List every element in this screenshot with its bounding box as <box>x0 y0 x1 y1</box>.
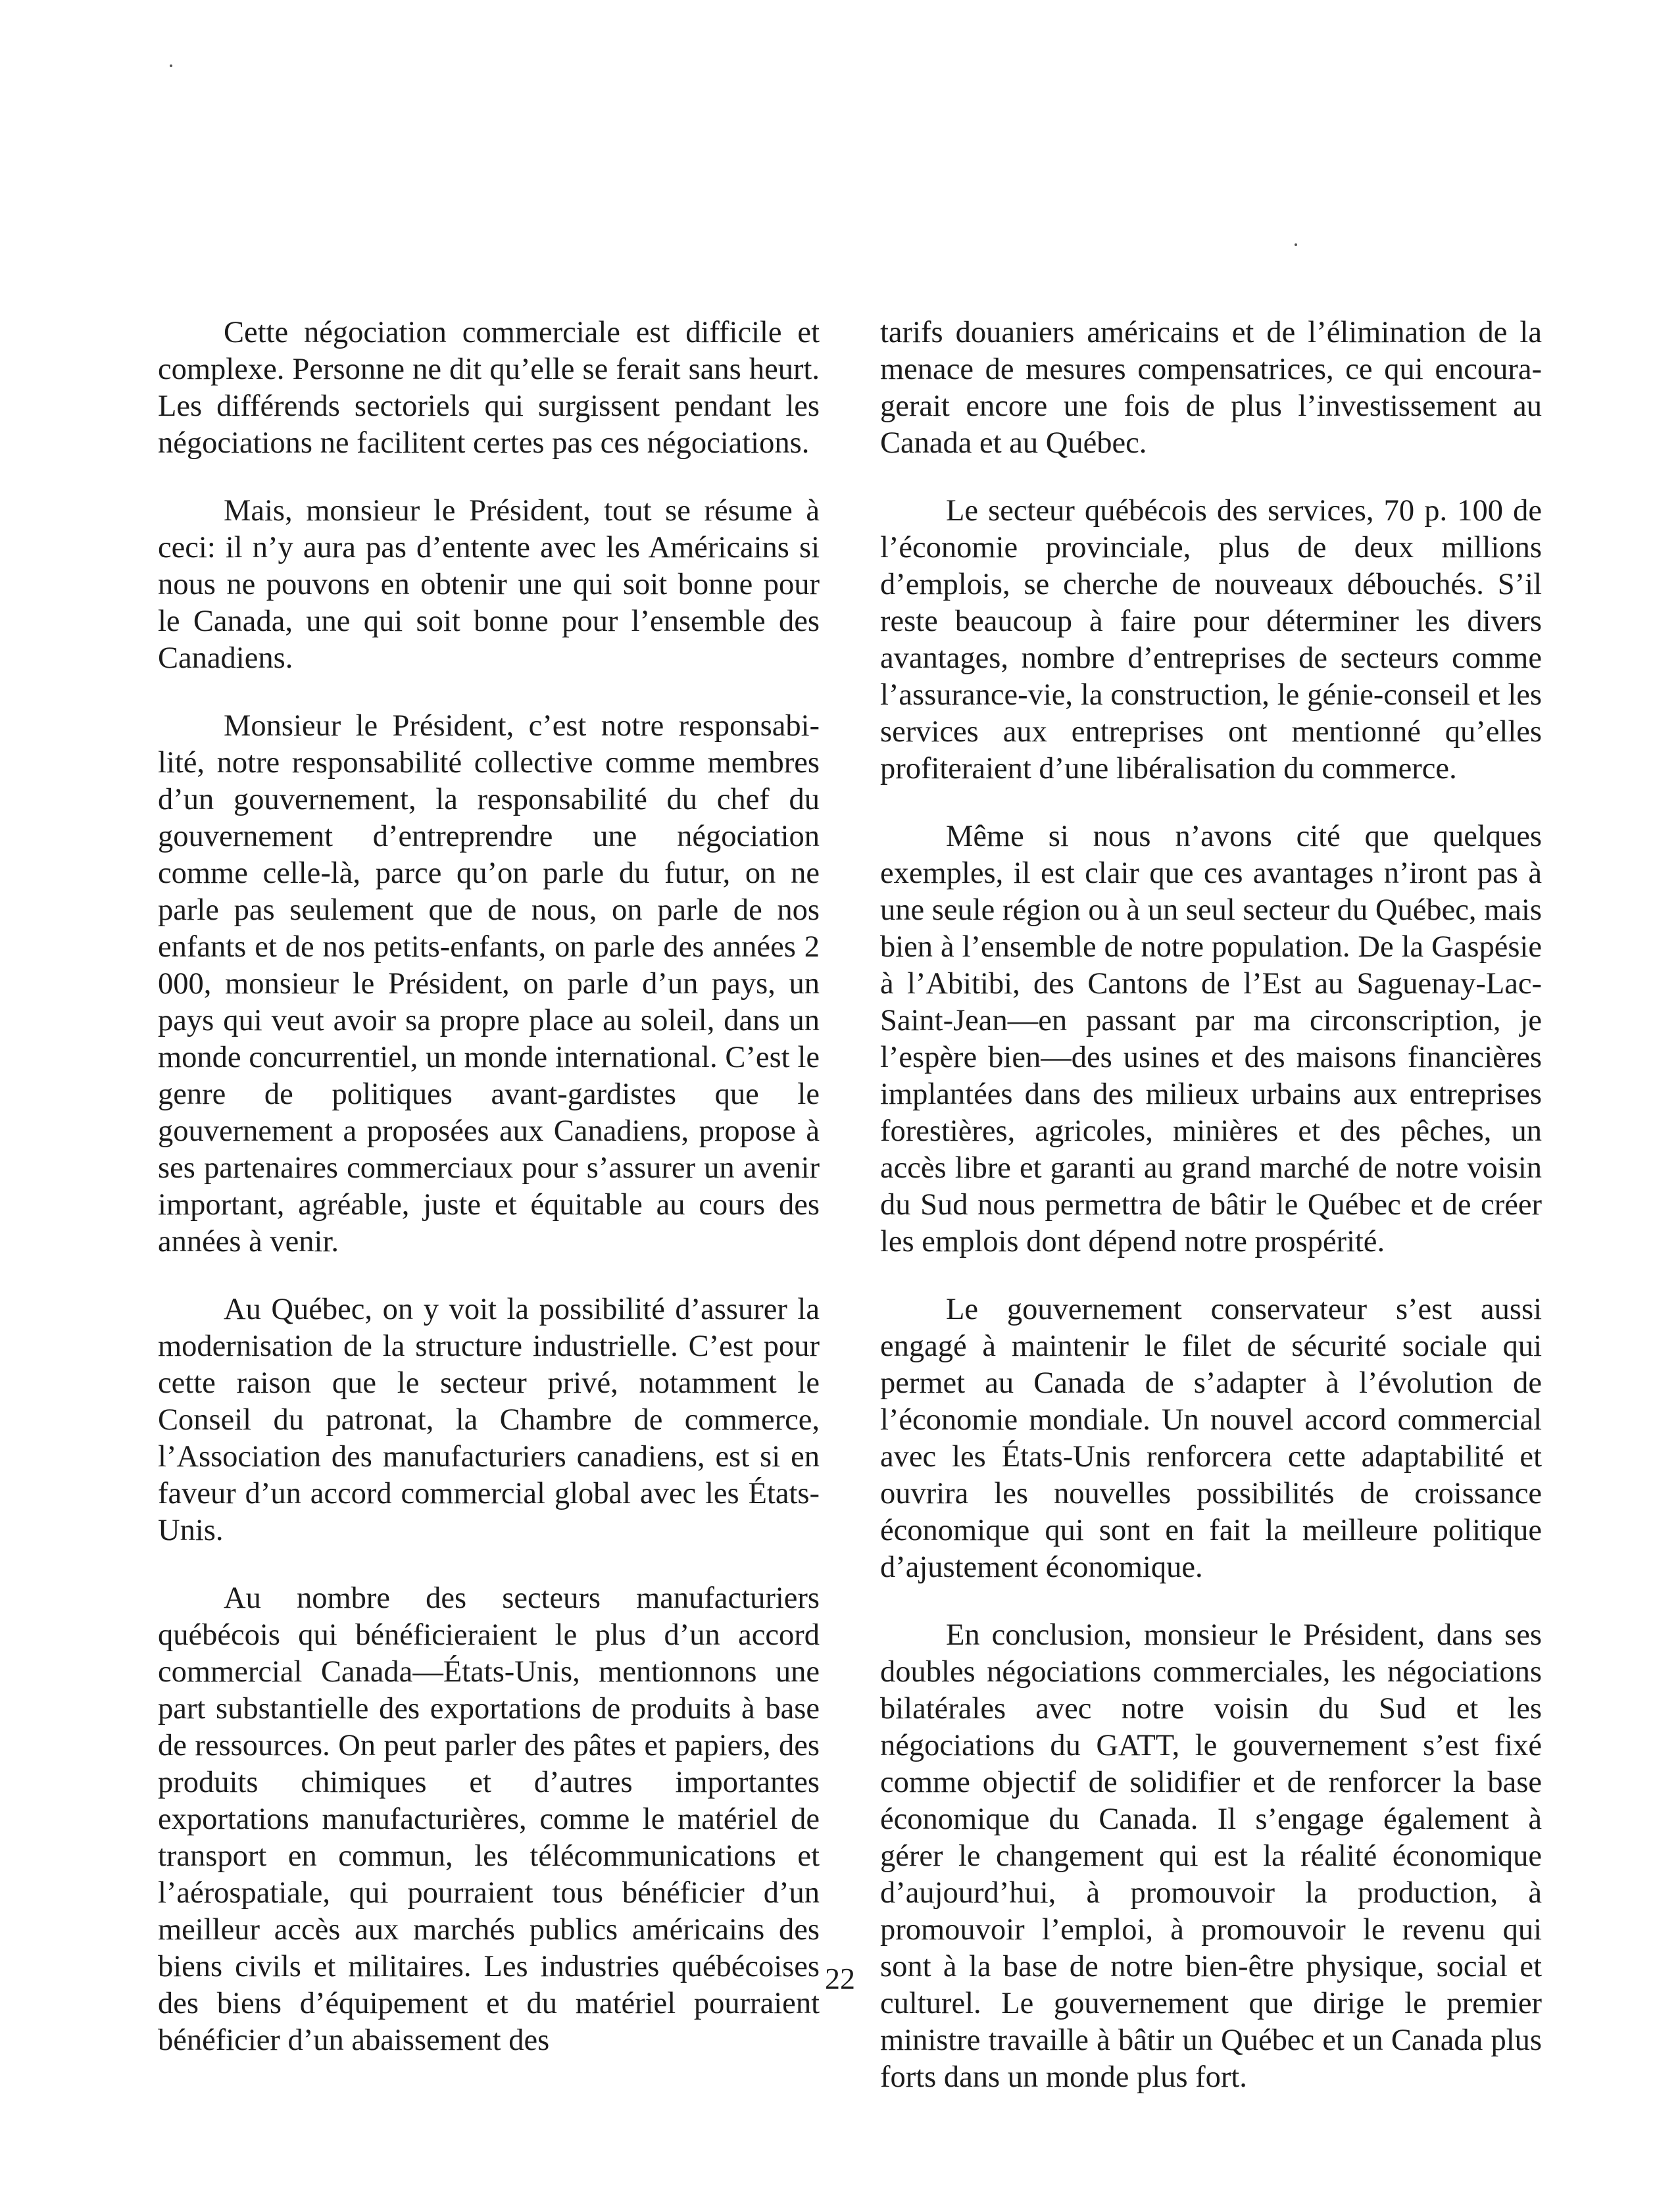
page-number: 22 <box>825 1962 855 1995</box>
right-column <box>880 314 1542 2127</box>
paragraph: Le secteur québécois des services, 70 p. 100 de l’économie provinciale, plus de deux millions d’emplois, se cherche de nouveaux débouchés. S’il reste beaucoup à faire pour déterminer les divers avantages, nombre d’entreprises de secteurs comme l’assurance-vie, la construction, le génie-conseil et les services aux entreprises ont mentionné qu’elles profiteraient d’une libéralisation du commerce. <box>880 494 1542 785</box>
paragraph: Mais, monsieur le Président, tout se résume à ceci: il n’y aura pas d’entente avec les Américains si nous ne pouvons en obtenir une qui soit bonne pour le Canada, une qui soit bonne pour l’ensemble des Canadiens. <box>158 494 820 675</box>
paragraph: Au Québec, on y voit la possibilité d’assurer la modernisation de la structure industrielle. C’est pour cette raison que le secteur privé, notamment le Conseil du patronat, la Chambre de commerce, l’Association des manufacturiers canadiens, est si en faveur d’un accord commercial global avec les États-Unis. <box>158 1293 820 1547</box>
left-column <box>158 314 820 2090</box>
paragraph: Cette négociation commerciale est difficile et complexe. Personne ne dit qu’elle se ferait sans heurt. Les différends sectoriels qui surgissent pendant les négociations ne facilitent certes pas ces négociations. <box>158 316 820 460</box>
paragraph: Le gouvernement conservateur s’est aussi engagé à maintenir le filet de sécurité sociale qui permet au Canada de s’adapter à l’évolution de l’économie mondiale. Un nouvel accord commercial avec les États-Unis renforcera cette adaptabilité et ouvrira les nouvelles possibilités de croissance économique qui sont en fait la meilleure politique d’ajustement économique. <box>880 1293 1542 1584</box>
scan-speck <box>1295 243 1297 246</box>
paragraph-continuation: tarifs douaniers américains et de l’élimination de la menace de mesures compensatrices, ce qui encouragerait encore une fois de plus l’investissement au Canada et au Québec. <box>880 316 1542 460</box>
scan-speck <box>170 64 172 67</box>
paragraph: En conclusion, monsieur le Président, dans ses doubles négociations commerciales, les négociations bilatérales avec notre voisin du Sud et les négociations du GATT, le gouvernement s’est fixé comme objectif de solidifier et de renforcer la base économique du Canada. Il s’engage également à gérer le changement qui est la réalité économique d’aujourd’hui, à promouvoir la production, à promouvoir l’emploi, à promouvoir le revenu qui sont à la base de notre bien-être physique, social et culturel. Le gouvernement que dirige le premier ministre travaille à bâtir un Québec et un Canada plus forts dans un monde plus fort. <box>880 1618 1542 2094</box>
paragraph: Monsieur le Président, c’est notre responsabilité, notre responsabilité collective comme membres d’un gouvernement, la responsabilité du chef du gouvernement d’entreprendre une négociation comme celle-là, parce qu’on parle du futur, on ne parle pas seulement que de nous, on parle de nos enfants et de nos petits-enfants, on parle des années 2 000, monsieur le Président, on parle d’un pays, un pays qui veut avoir sa propre place au soleil, dans un monde concurrentiel, un monde international. C’est le genre de politiques avant-gardistes que le gouvernement a proposées aux Canadiens, propose à ses partenaires commerciaux pour s’assurer un avenir important, agréable, juste et équitable au cours des années à venir. <box>158 709 820 1258</box>
paragraph: Au nombre des secteurs manufacturiers québécois qui bénéficieraient le plus d’un accord commercial Canada—États-Unis, mentionnons une part substantielle des exportations de produits à base de ressources. On peut parler des pâtes et papiers, des produits chimiques et d’autres importantes exportations manufacturières, comme le matériel de transport en commun, les télécommunications et l’aérospatiale, qui pourraient tous bénéficier d’un meilleur accès aux marchés publics américains des biens civils et militaires. Les industries québécoises des biens d’équipement et du matériel pourraient bénéficier d’un abaissement des <box>158 1581 820 2057</box>
paragraph: Même si nous n’avons cité que quelques exemples, il est clair que ces avantages n’iront pas à une seule région ou à un seul secteur du Québec, mais bien à l’ensemble de notre population. De la Gaspésie à l’Abitibi, des Cantons de l’Est au Saguenay-Lac-Saint-Jean—en passant par ma circonscription, je l’espère bien—des usines et des maisons financières implantées dans des milieux urbains aux entreprises forestières, agricoles, minières et des pêches, un accès libre et garanti au grand marché de notre voisin du Sud nous permettra de bâtir le Québec et de créer les emplois dont dépend notre prospérité. <box>880 820 1542 1258</box>
